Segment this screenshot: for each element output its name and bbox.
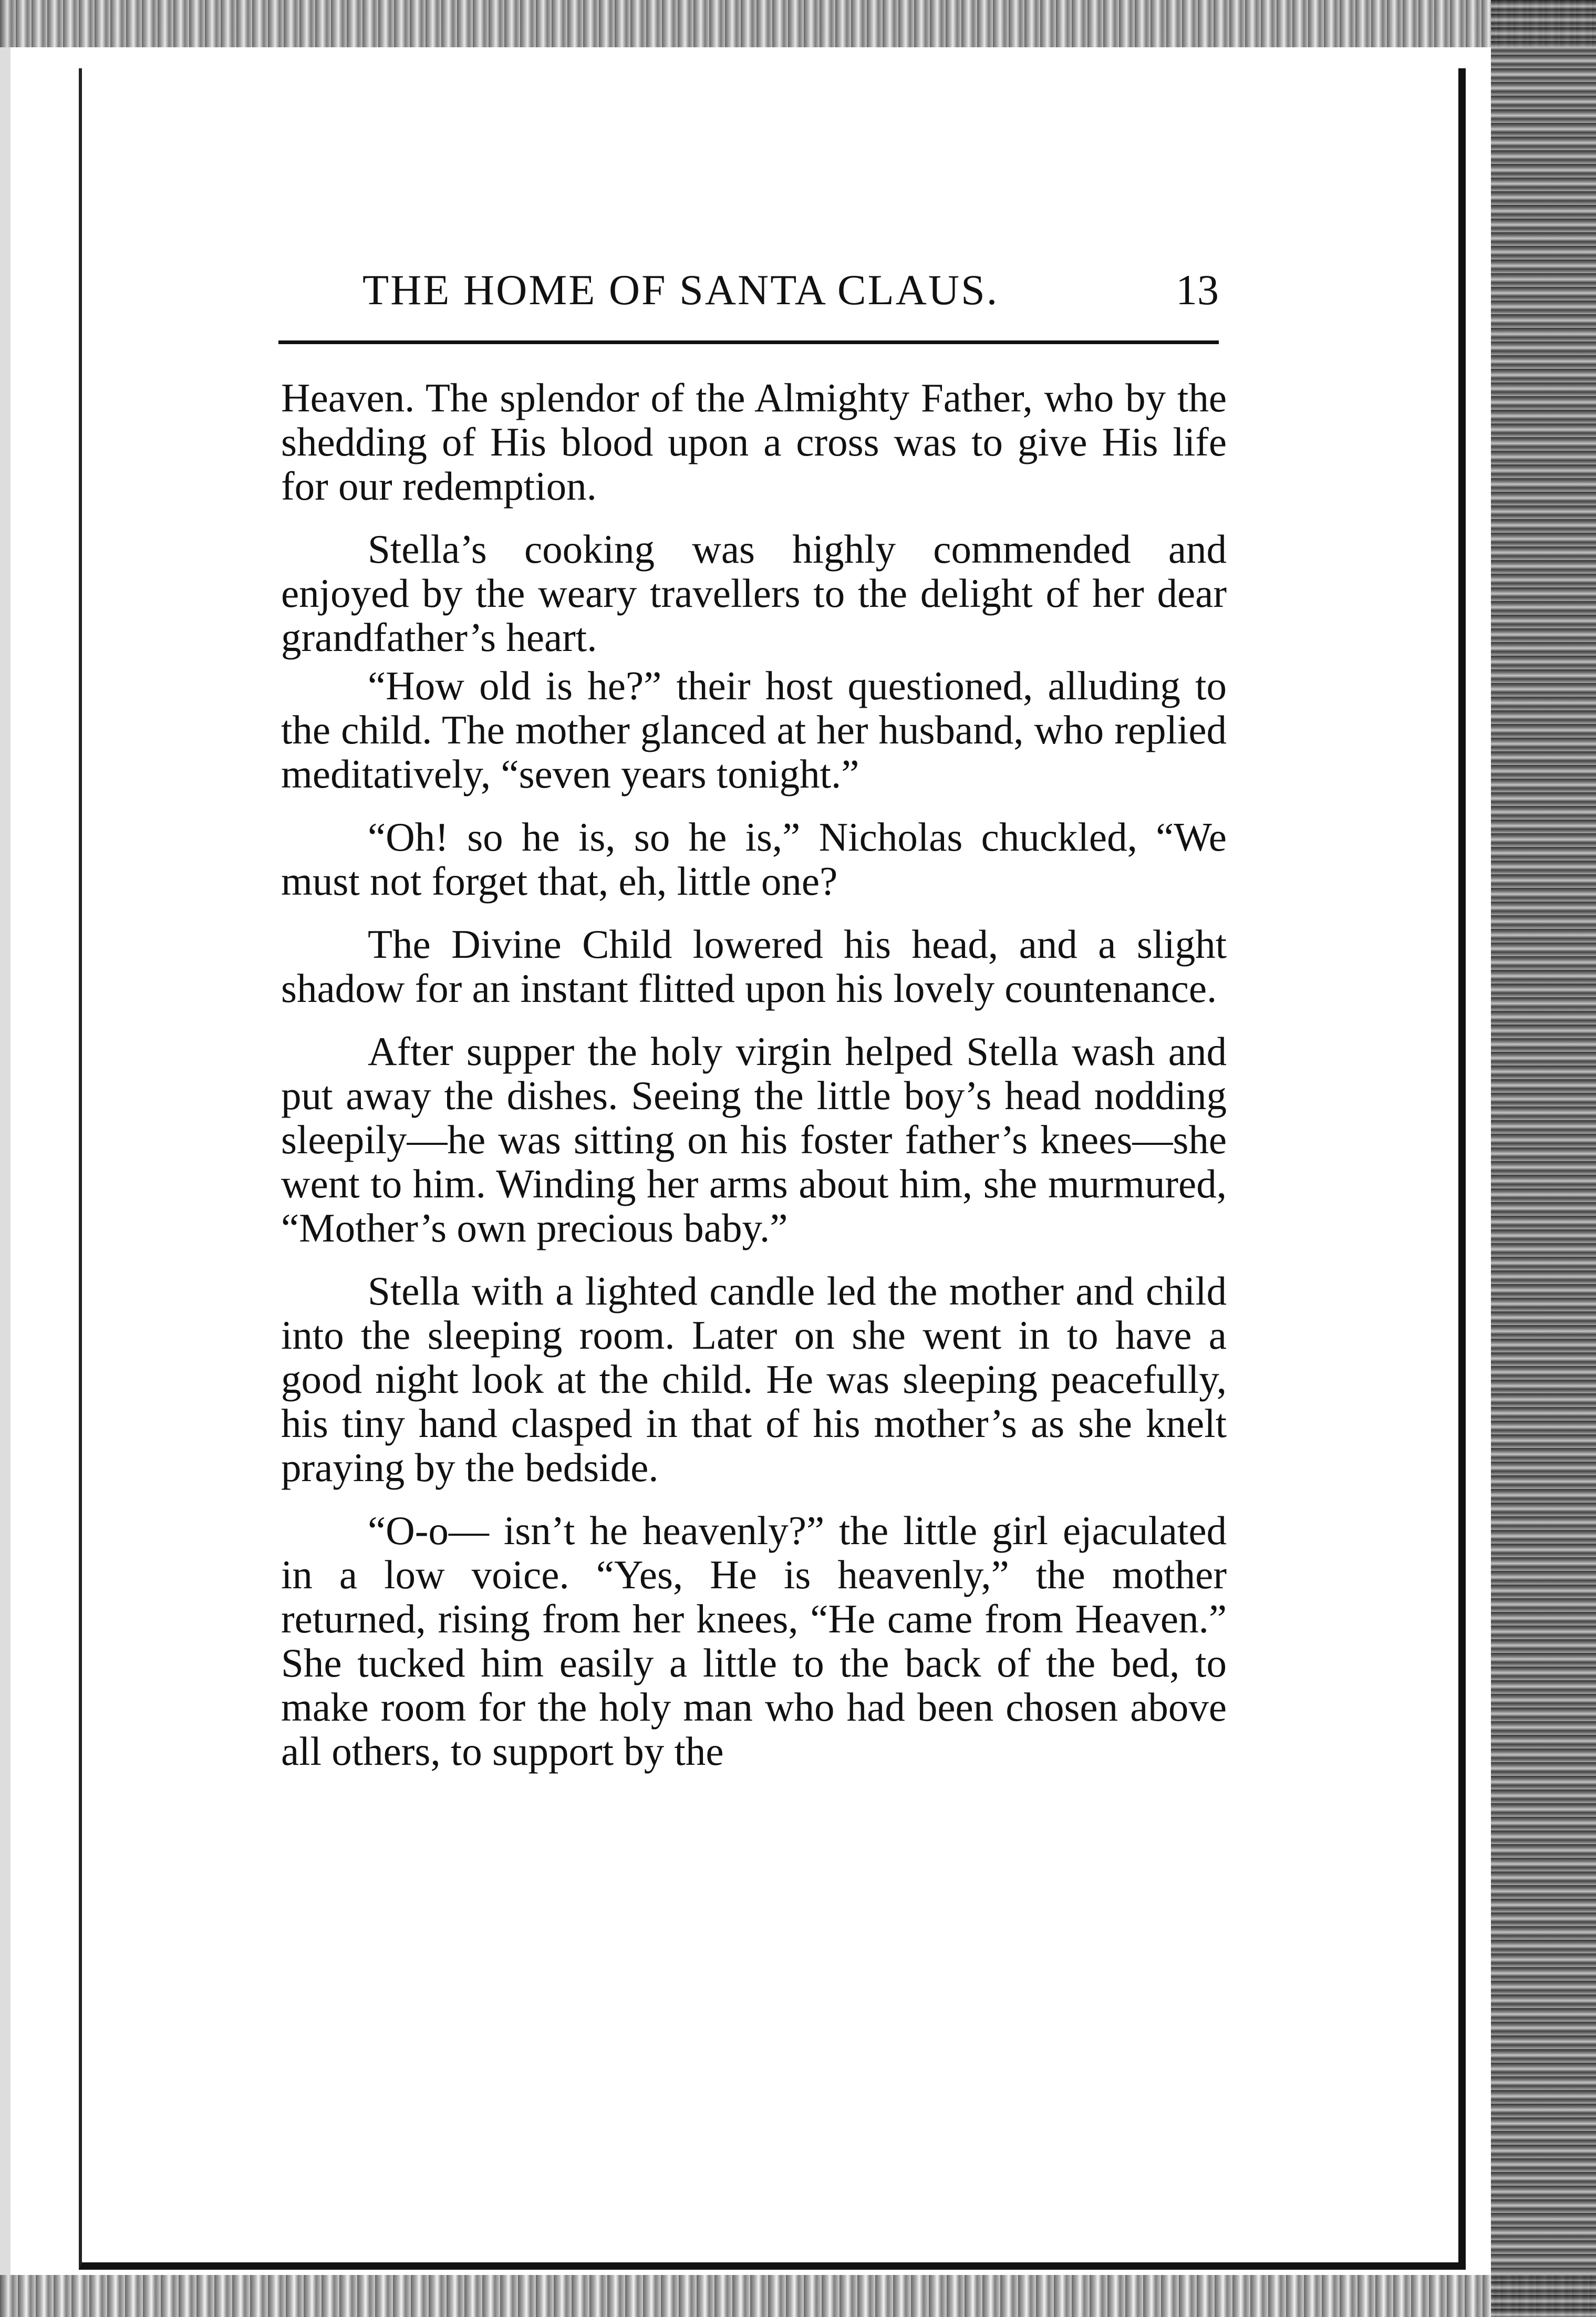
paragraph-6: After supper the holy virgin helped Stella wash and put away the dishes. Seeing the little boy’s head nodding sleepily—he was sitting on his foster father’s knees—she went to him. Winding her arms about him, she murmured, “Mother’s own precious baby.”: [281, 1029, 1227, 1250]
scan-edge-left: [0, 0, 11, 2317]
paragraph-8: “O-o— isn’t he heavenly?” the little girl ejaculated in a low voice. “Yes, He is heavenly,” the mother returned, rising from her knees, “He came from Heaven.” She tucked him easily a little to the back of the bed, to make room for the holy man who had been chosen above all others, to support by the: [281, 1508, 1227, 1774]
paragraph-2: Stella’s cooking was highly commended and enjoyed by the weary travellers to the delight of her dear grandfather’s heart.: [281, 526, 1227, 660]
scan-edge-bottom: [0, 2275, 1596, 2317]
page-number: 13: [1176, 266, 1219, 314]
running-head: THE HOME OF SANTA CLAUS.: [362, 266, 999, 314]
body-text: [281, 376, 1227, 2120]
paragraph-1: Heaven. The splendor of the Almighty Father, who by the shedding of His blood upon a cross was to give His life for our redemption.: [281, 375, 1227, 509]
scan-edge-right: [1491, 0, 1596, 2317]
paragraph-7: Stella with a lighted candle led the mother and child into the sleeping room. Later on she went in to have a good night look at the child. He was sleeping peacefully, his tiny hand clasped in that of his mother’s as she knelt praying by the bedside.: [281, 1268, 1227, 1490]
paragraph-3: “How old is he?” their host questioned, alluding to the child. The mother glanced at her husband, who replied meditatively, “seven years tonight.”: [281, 663, 1227, 797]
paragraph-5: The Divine Child lowered his head, and a slight shadow for an instant flitted upon his lovely countenance.: [281, 922, 1227, 1011]
page-header: [284, 265, 1219, 339]
header-rule: [278, 340, 1219, 344]
scan-edge-top: [0, 0, 1596, 47]
paragraph-4: “Oh! so he is, so he is,” Nicholas chuckled, “We must not forget that, eh, little one?: [281, 814, 1227, 904]
